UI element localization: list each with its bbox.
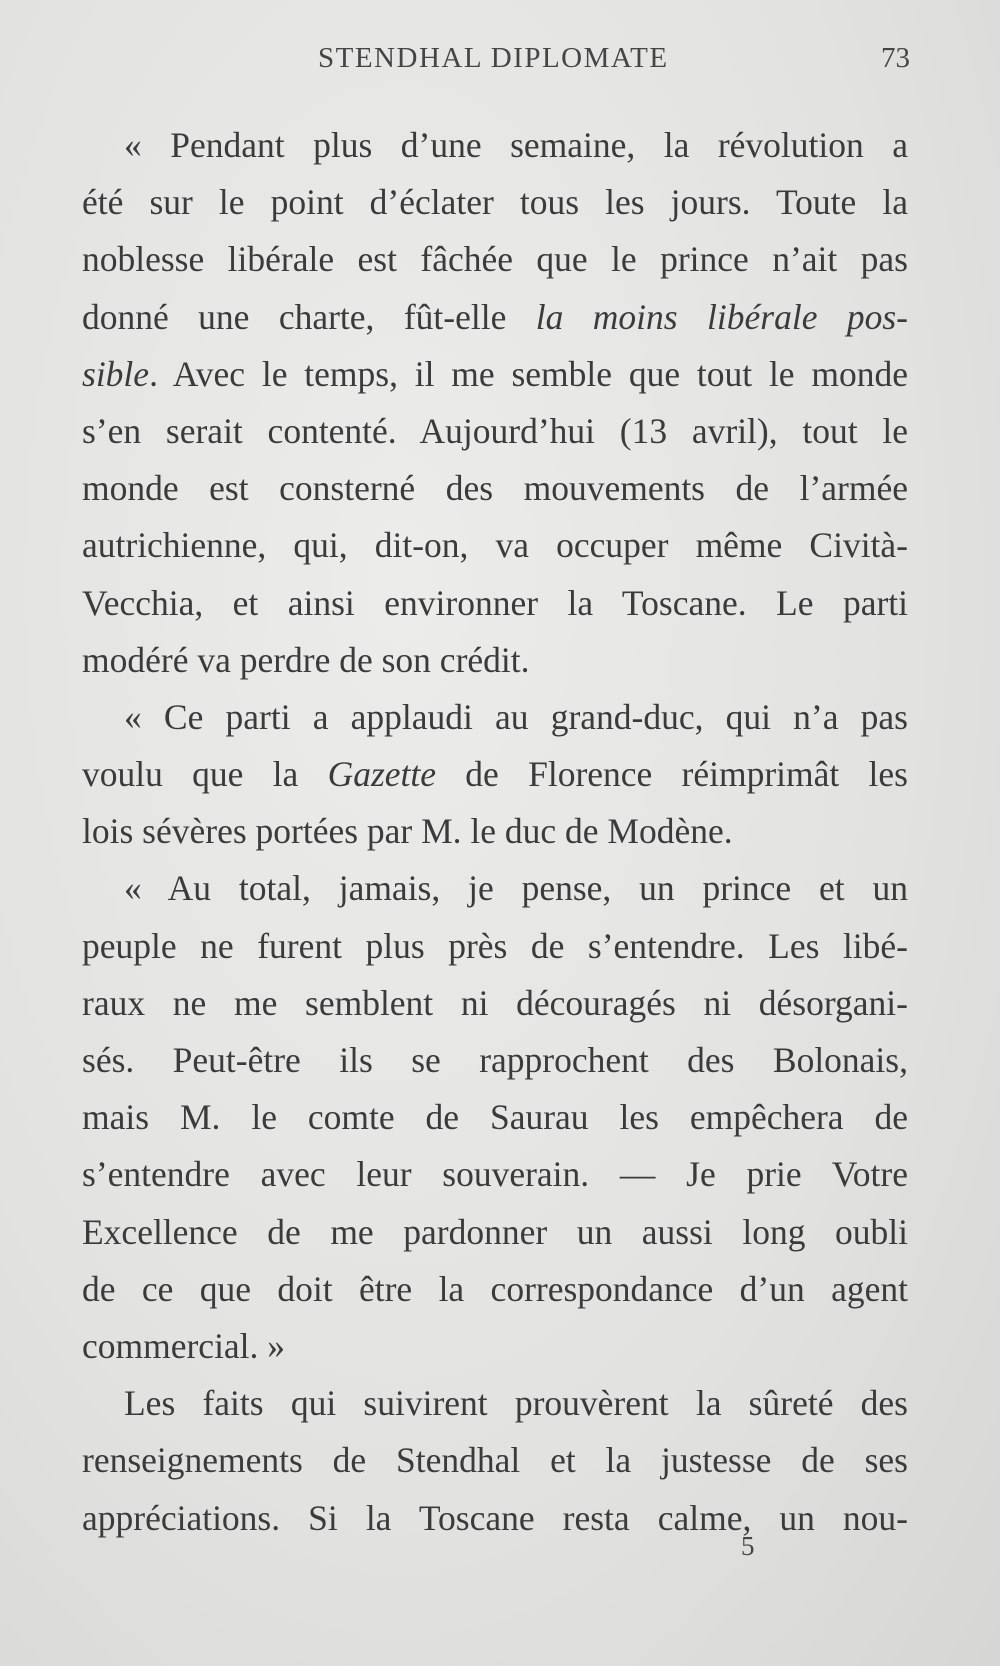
text-run: voulu que la [82,754,328,795]
running-title: STENDHAL DIPLOMATE [318,42,669,74]
text-line: autrichienne, qui, dit-on, va occuper même Cività- [82,525,908,566]
text-line: lois sévères portées par M. le duc de Modène. [82,811,733,852]
text-line: Vecchia, et ainsi environner la Toscane. Le parti [82,582,908,623]
text-run: . Avec le temps, il me semble que tout le monde [149,353,908,394]
text-line: s’entendre avec leur souverain. — Je prie Votre [82,1154,908,1195]
italic-phrase: Gazette [327,754,437,795]
signature-mark: 5 [741,1531,755,1561]
text-line: Les faits qui suivirent prouvèrent la sûreté des [124,1383,908,1424]
text-line: monde est consterné des mouvements de l’armée [82,468,908,509]
text-line: renseignements de Stendhal et la justesse de ses [82,1440,908,1481]
text-line: de ce que doit être la correspondance d’un agent [82,1268,908,1309]
text-line: peuple ne furent plus près de s’entendre. Les libé- [82,925,908,966]
text-line: raux ne me semblent ni découragés ni désorgani- [82,982,908,1023]
italic-phrase: sible [82,353,150,394]
text-line: Excellence de me pardonner un aussi long oubli [82,1211,908,1252]
text-run: de Florence réimprimât les [436,754,908,795]
running-head [80,42,910,82]
text-line [82,346,908,403]
page-number: 73 [881,42,910,74]
text-line: commercial. » [82,1325,286,1366]
text-line: sés. Peut-être ils se rapprochent des Bolonais, [82,1040,908,1080]
text-line: « Ce parti a applaudi au grand-duc, qui n’a pas [124,696,908,737]
text-line: été sur le point d’éclater tous les jours. Toute la [82,182,908,223]
text-line: s’en serait contenté. Aujourd’hui (13 avril), tout le [82,410,908,451]
text-line: mais M. le comte de Saurau les empêchera de [82,1097,908,1138]
text-line [82,289,908,346]
italic-phrase: la moins libérale pos- [535,296,909,337]
text-line: « Pendant plus d’une semaine, la révolution a [124,125,908,165]
text-line: noblesse libérale est fâchée que le prince n’ait pas [82,239,908,280]
body-text [82,117,908,1547]
text-line: « Au total, jamais, je pense, un prince et un [124,868,908,909]
text-run: donné une charte, fût-elle [82,296,536,337]
text-line [82,746,908,803]
text-line: appréciations. Si la Toscane resta calme, un nou- [82,1497,908,1538]
text-line: modéré va perdre de son crédit. [82,639,530,680]
